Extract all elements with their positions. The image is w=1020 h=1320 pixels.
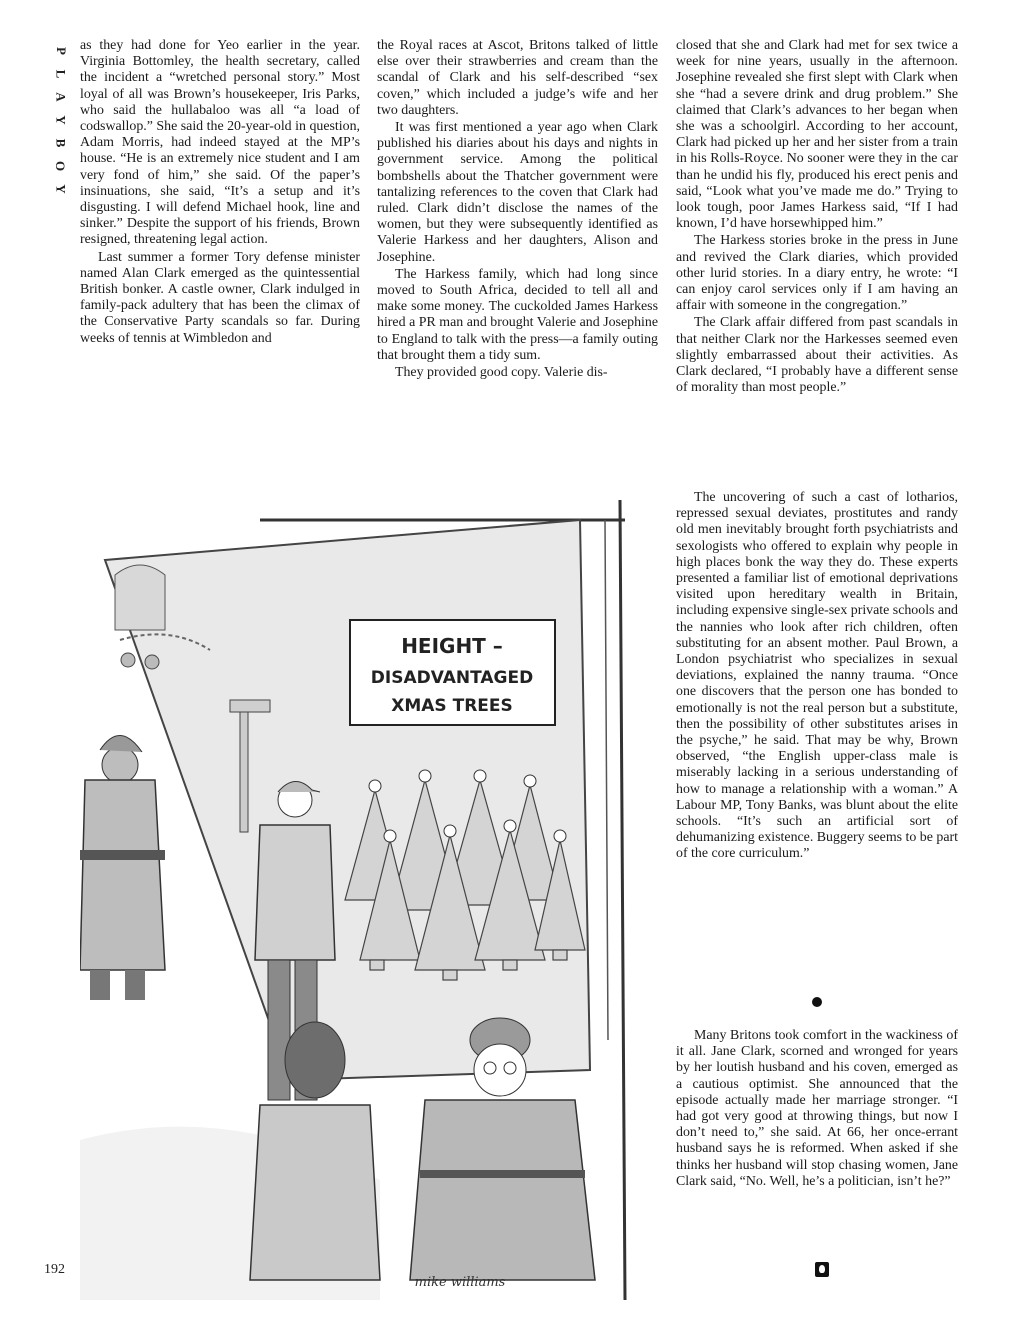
logo-letter: P xyxy=(53,47,69,56)
sign-line-3: XMAS TREES xyxy=(391,696,513,716)
cartoon-illustration xyxy=(80,480,660,1300)
shop-window-sign xyxy=(350,620,555,725)
article-column-2 xyxy=(377,38,658,382)
magazine-vertical-logo xyxy=(50,40,72,201)
sign-line-1: HEIGHT – xyxy=(401,634,503,658)
logo-letter: A xyxy=(53,92,69,103)
paragraph: It was first mentioned a year ago when Clark published his diaries about his days and nights in government service. Among the political bombshells about the Thatcher government were tantalizing references to the coven that Clark had ruled. Clark didn’t disclose the names of the women, but they were subsequently identified as Valerie Harkess and her daughters, Alison and Josephine. xyxy=(377,120,658,265)
cartoonist-signature: mike williams xyxy=(414,1275,506,1290)
paragraph: The Harkess stories broke in the press in June and revived the Clark diaries, which provided other lurid stories. In a diary entry, he wrote: “I can enjoy carol services only if I am having an affair with someone in the congregation.” xyxy=(676,233,958,314)
sign-line-2: DISADVANTAGED xyxy=(370,668,534,688)
paragraph: closed that she and Clark had met for sex twice a week for nine years, usually in the afternoon. Josephine revealed she first slept with Clark when she “had a severe drink and drug problem.” She claimed that Clark’s advances to her began when she was a schoolgirl. According to her account, Clark had picked up her and her sister from a train in his Rolls-Royce. No sooner were they in the car than he undid his fly, produced his erect penis and said, “Look what you’ve made me do.” Trying to look tough, poor James Harkess said, “If I had known, I’d have horsewhipped him.” xyxy=(676,38,958,232)
logo-letter: B xyxy=(53,138,69,149)
article-column-3 xyxy=(676,38,958,397)
paragraph: They provided good copy. Valerie dis- xyxy=(395,365,608,381)
section-break-bullet xyxy=(812,997,822,1007)
logo-letter: Y xyxy=(53,184,69,195)
logo-letter: Y xyxy=(53,115,69,126)
paragraph: as they had done for Yeo earlier in the year. Virginia Bottomley, the health secretary, called the incident a “wretched personal story.” Most loyal of all was Brown’s housekeeper, Iris Parks, who said the hullabaloo was all “a load of codswallop.” She said the 20-year-old in question, Adam Morris, had indeed stayed at the MP’s house. “He is an extremely nice student and I am very fond of him,” she said. Of the paper’s insinuations, she said, “It’s a setup and it’s disgusting. I will defend Michael hook, line and sinker.” Despite the support of his friends, Brown resigned, threatening legal action. xyxy=(80,38,360,248)
logo-letter: L xyxy=(53,69,69,80)
article-column-1 xyxy=(80,38,360,348)
paragraph: Many Britons took comfort in the wackiness of it all. Jane Clark, scorned and wronged for years by her loutish husband and his coven, emerged as a cautious optimist. She announced that the episode actually made her marriage stronger. “I had got very good at throwing things, but now I don’t need to,” she said. At 66, her once-errant husband says he is reformed. When asked if she thinks her husband will stop chasing women, Jane Clark said, “No. Well, he’s a politician, isn’t he?” xyxy=(676,1028,958,1189)
paragraph: The Harkess family, which had long since moved to South Africa, decided to tell all and make some money. The cuckolded James Harkess hired a PR man and brought Valerie and Josephine to England to talk with the press—a family outing that brought them a tidy sum. xyxy=(377,266,658,363)
paragraph: Last summer a former Tory defense minister named Alan Clark emerged as the quintessential British bonker. A castle owner, Clark indulged in family-pack adultery that has been the climax of the Conservative Party scandals so far. During weeks of tennis at Wimbledon and xyxy=(80,249,360,346)
logo-letter: O xyxy=(53,160,69,173)
paragraph: The uncovering of such a cast of lotharios, repressed sexual deviates, prostitutes and randy old men inevitably brought forth psychiatrists and sexologists who offered to explain why people in high places bonk the way they do. These experts presented a familiar list of emotional deprivations visited upon hereditary wealth in Britain, including expensive single-sex private schools and the nannies who look after rich children, often substituting for an absent mother. Paul Brown, a London psychiatrist who specializes in sexual deviations, explained the nanny trauma. “Once one discovers that the person one has bonded to emotionally is not the real person but a substitute, then the possibility of other substitutes arises in the psyche,” he said. That may be why, Brown observed, “the English upper-class male is miserably lacking in a serious understanding of how to manage a relationship with a woman.” A Labour MP, Tony Banks, was blunt about the elite schools. “It’s such an artificial sort of dehumanizing existence. Buggery seems to be part of the core curriculum.” xyxy=(676,490,958,862)
paragraph: the Royal races at Ascot, Britons talked of little else over their strawberries and cream than the scandal of Clark and his self-described “sex coven,” which included a judge’s wife and her two daughters. xyxy=(377,38,658,118)
page-number: 192 xyxy=(44,1262,65,1277)
article-column-3-final xyxy=(676,1028,958,1191)
playboy-bunny-end-mark-icon xyxy=(815,1262,829,1277)
paragraph: The Clark affair differed from past scandals in that neither Clark nor the Harkesses seemed even slightly embarrassed about their activities. As Clark declared, “I probably have a different sense of morality than most people.” xyxy=(676,315,958,396)
article-column-3-continued xyxy=(676,490,958,864)
